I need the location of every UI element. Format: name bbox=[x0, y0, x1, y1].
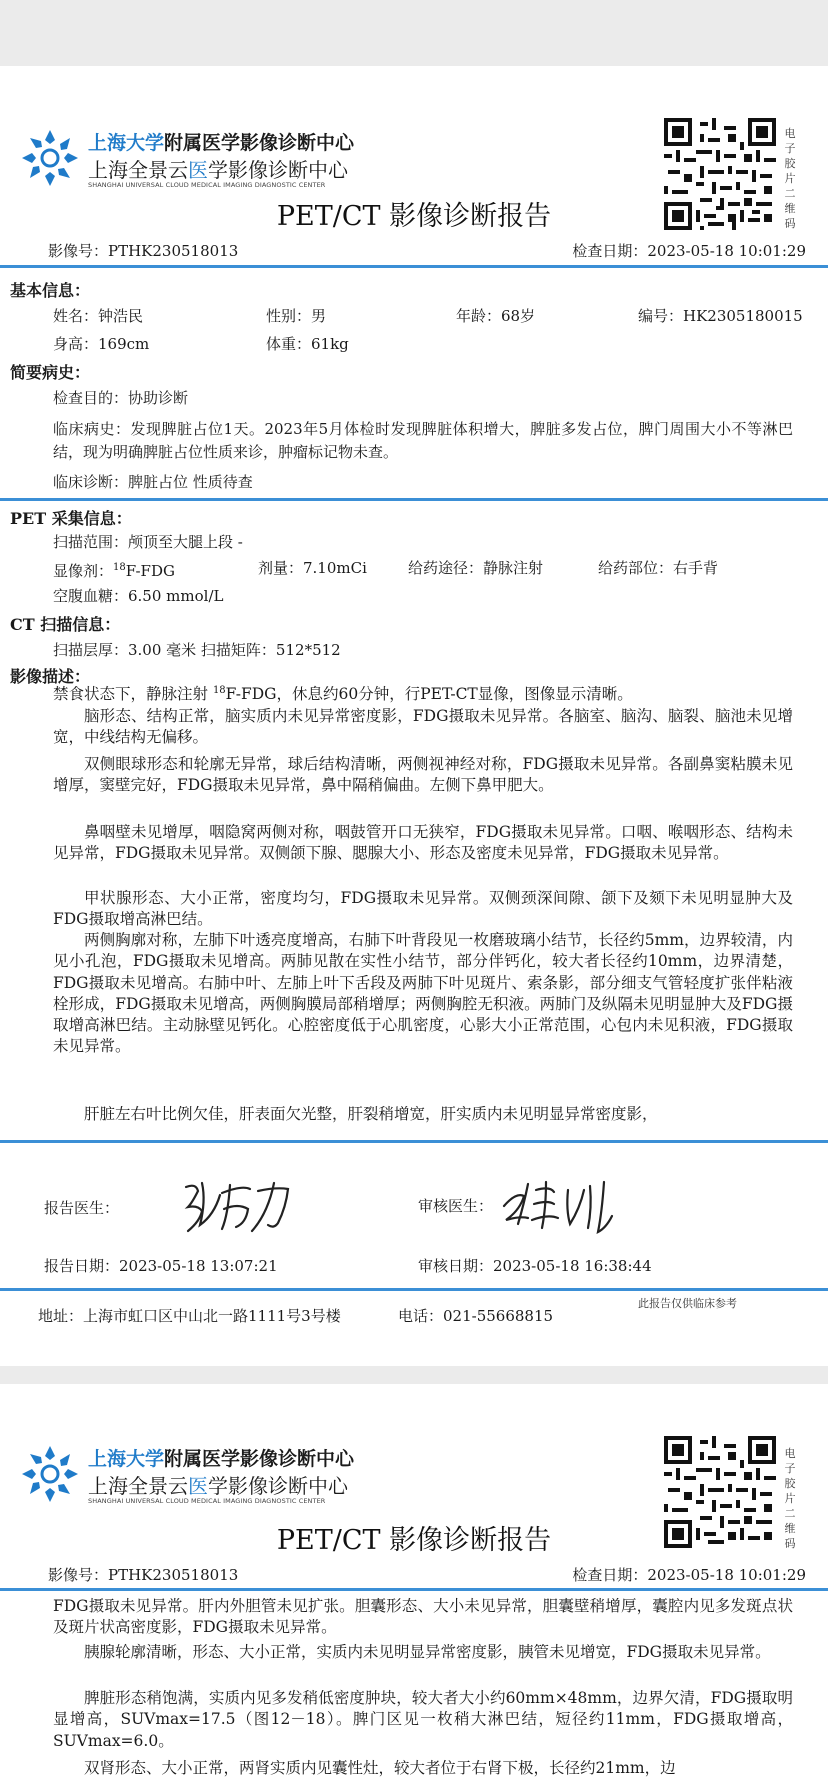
findings-brain: 脑形态、结构正常，脑实质内未见异常密度影，FDG摄取未见异常。各脑室、脑沟、脑裂、脑池未见增宽，中线结构无偏移。 bbox=[53, 707, 793, 747]
exam-date: 检查日期：2023-05-18 10:01:29 bbox=[572, 242, 806, 260]
report-doctor-label: 报告医生： bbox=[44, 1199, 120, 1217]
section-history: 简要病史： bbox=[10, 363, 91, 382]
report-page-2 bbox=[0, 1384, 828, 1792]
doctor-signature bbox=[178, 1173, 298, 1243]
logo-line-2: 上海全景云医学影像诊断中心 bbox=[88, 1474, 348, 1498]
injection-site: 给药部位：右手背 bbox=[598, 559, 719, 577]
patient-name: 姓名：钟浩民 bbox=[53, 307, 144, 325]
disclaimer: 此报告仅供临床参考 bbox=[638, 1297, 737, 1310]
section-basic-info: 基本信息： bbox=[10, 281, 91, 300]
center-logo-icon bbox=[18, 126, 82, 190]
dose: 剂量：7.10mCi bbox=[258, 559, 367, 577]
report-title: PET/CT 影像诊断报告 bbox=[276, 201, 552, 232]
clinical-history: 临床病史：发现脾脏占位1天。2023年5月体检时发现脾脏体积增大，脾脏多发占位，脾门周围大小不等淋巴结，现为明确脾脏占位性质来诊，肿瘤标记物未查。 bbox=[53, 420, 793, 461]
findings-gallbladder: FDG摄取未见异常。肝内外胆管未见扩张。胆囊形态、大小未见异常，胆囊壁稍增厚，囊腔内见多发斑点状及斑片状高密度影，FDG摄取未见异常。 bbox=[53, 1597, 793, 1637]
findings-thyroid: 甲状腺形态、大小正常，密度均匀，FDG摄取未见异常。双侧颈深间隙、颌下及颏下未见明显肿大及FDG摄取增高淋巴结。 bbox=[53, 889, 793, 929]
report-page-1 bbox=[0, 66, 828, 1366]
exam-date: 检查日期：2023-05-18 10:01:29 bbox=[572, 1566, 806, 1584]
divider bbox=[0, 1588, 828, 1591]
qr-caption: 电子胶片二维码 bbox=[784, 1447, 796, 1550]
divider bbox=[0, 265, 828, 268]
tracer: 显像剂：$^{18}$F-FDG bbox=[53, 562, 175, 580]
ct-params: 扫描层厚：3.00 毫米 扫描矩阵：512*512 bbox=[53, 641, 341, 659]
findings-spleen: 脾脏形态稍饱满，实质内见多发稍低密度肿块，较大者大小约60mm×48mm，边界欠清，FDG摄取明显增高，SUVmax=17.5（图12－18）。脾门区见一枚稍大淋巴结，短径约11mm，FDG摄取增高，SUVmax=6.0。 bbox=[53, 1689, 793, 1750]
blood-glucose: 空腹血糖：6.50 mmol/L bbox=[53, 587, 224, 605]
patient-height: 身高：169cm bbox=[53, 335, 150, 353]
logo-line-2: 上海全景云医学影像诊断中心 bbox=[88, 158, 348, 182]
logo-line-1: 上海大学附属医学影像诊断中心 bbox=[88, 132, 355, 154]
findings-kidney: 双肾形态、大小正常，两肾实质内见囊性灶，较大者位于右肾下极，长径约21mm，边 bbox=[84, 1759, 676, 1777]
divider bbox=[0, 1288, 828, 1291]
logo-line-1: 上海大学附属医学影像诊断中心 bbox=[88, 1448, 355, 1470]
exam-purpose: 检查目的：协助诊断 bbox=[53, 389, 189, 407]
logo-line-3: SHANGHAI UNIVERSAL CLOUD MEDICAL IMAGING DIAGNOSTIC CENTER bbox=[88, 1497, 326, 1505]
qr-caption: 电子胶片二维码 bbox=[784, 127, 796, 230]
findings-liver: 肝脏左右叶比例欠佳，肝表面欠光整，肝裂稍增宽，肝实质内未见明显异常密度影， bbox=[84, 1105, 658, 1123]
image-number: 影像号：PTHK230518013 bbox=[48, 1566, 239, 1584]
center-logo bbox=[18, 124, 355, 194]
findings-throat: 鼻咽壁未见增厚，咽隐窝两侧对称，咽鼓管开口无狭窄，FDG摄取未见异常。口咽、喉咽形态、结构未见异常，FDG摄取未见异常。双侧颌下腺、腮腺大小、形态及密度未见异常，FDG摄取未见异常。 bbox=[53, 823, 793, 863]
image-number: 影像号：PTHK230518013 bbox=[48, 242, 239, 260]
address: 地址：上海市虹口区中山北一路1111号3号楼 bbox=[38, 1307, 341, 1325]
review-date: 审核日期：2023-05-18 16:38:44 bbox=[418, 1257, 652, 1275]
patient-sex: 性别：男 bbox=[266, 307, 327, 325]
center-logo-icon bbox=[18, 1442, 82, 1506]
logo-line-3: SHANGHAI UNIVERSAL CLOUD MEDICAL IMAGING DIAGNOSTIC CENTER bbox=[88, 181, 326, 189]
reviewer-signature bbox=[498, 1176, 628, 1236]
injection-route: 给药途径：静脉注射 bbox=[408, 559, 544, 577]
report-title: PET/CT 影像诊断报告 bbox=[276, 1525, 552, 1556]
reviewer-label: 审核医生： bbox=[418, 1197, 494, 1215]
section-findings: 影像描述： bbox=[10, 667, 91, 686]
findings-eyes: 双侧眼球形态和轮廓无异常，球后结构清晰，两侧视神经对称，FDG摄取未见异常。各副鼻窦粘膜未见增厚，窦壁完好，FDG摄取未见异常，鼻中隔稍偏曲。左侧下鼻甲肥大。 bbox=[53, 755, 793, 795]
section-pet: PET 采集信息： bbox=[10, 509, 132, 528]
scan-range: 扫描范围：颅顶至大腿上段 - bbox=[53, 533, 243, 551]
patient-id: 编号：HK2305180015 bbox=[638, 307, 803, 325]
divider bbox=[0, 498, 828, 501]
findings-chest: 两侧胸廓对称，左肺下叶透亮度增高，右肺下叶背段见一枚磨玻璃小结节，长径约5mm，边界较清，内见小孔泡，FDG摄取未见增高。两肺见散在实性小结节，部分伴钙化，较大者长径约10mm，边界清楚，FDG摄取未见增高。右肺中叶、左肺上叶下舌段及两肺下叶见斑片、索条影，部分细支气管轻度扩张伴粘液栓形成，FDG摄取未见增高，两侧胸膜局部稍增厚；两侧胸腔无积液。两肺门及纵隔未见明显肿大及FDG摄取增高淋巴结。主动脉壁见钙化。心腔密度低于心肌密度，心影大小正常范围，心包内未见积液，FDG摄取未见异常。 bbox=[53, 931, 793, 1056]
divider bbox=[0, 1140, 828, 1143]
section-ct: CT 扫描信息： bbox=[10, 615, 121, 634]
report-date: 报告日期：2023-05-18 13:07:21 bbox=[44, 1257, 278, 1275]
patient-weight: 体重：61kg bbox=[266, 335, 349, 353]
findings-intro: 禁食状态下，静脉注射 $^{18}$F-FDG，休息约60分钟，行PET-CT显像，图像显示清晰。 bbox=[53, 685, 633, 704]
findings-pancreas: 胰腺轮廓清晰，形态、大小正常，实质内未见明显异常密度影，胰管未见增宽，FDG摄取未见异常。 bbox=[84, 1643, 771, 1661]
center-logo bbox=[18, 1440, 355, 1510]
clinical-diagnosis: 临床诊断：脾脏占位 性质待查 bbox=[53, 473, 253, 491]
phone: 电话：021-55668815 bbox=[398, 1307, 554, 1325]
patient-age: 年龄：68岁 bbox=[456, 307, 536, 325]
